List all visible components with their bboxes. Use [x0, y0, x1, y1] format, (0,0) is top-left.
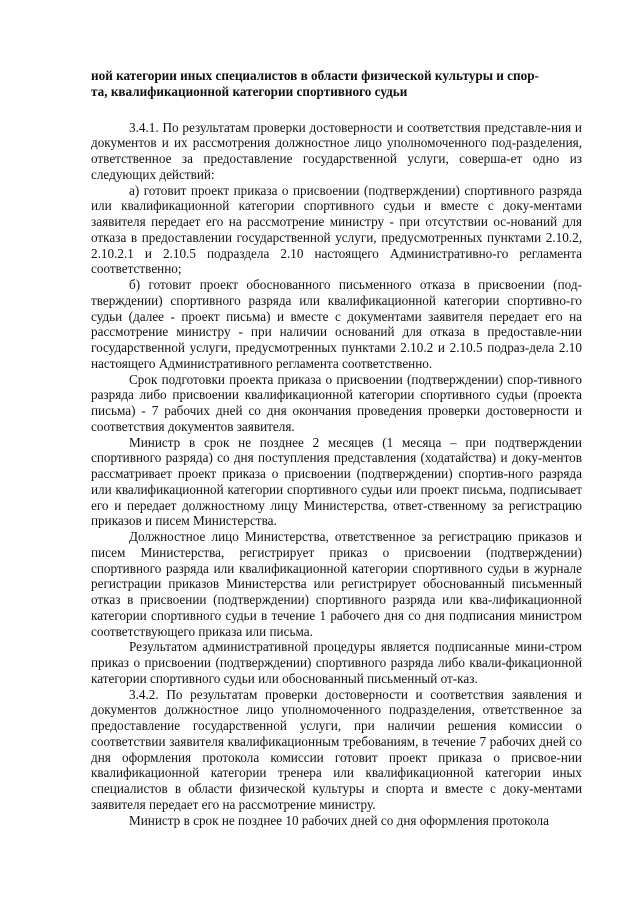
heading-line-1: ной категории иных специалистов в области физической культуры и спор-	[91, 68, 539, 83]
paragraph-registration: Должностное лицо Министерства, ответственное за регистрацию приказов и писем Министерства, регистрирует приказ о присвоении (подтверждении) спортивного разряда или квалификационной категории спортивного судьи в журнале регистрации приказов Министерства или регистрирует обоснованный письменный отказ в присвоении (подтверждении) спортивного разряда или ква-лификационной категории спортивного судьи в течение 1 рабочего дня со дня подписания министром соответствующего приказа или письма.	[91, 529, 582, 639]
paragraph-minister-review: Министр в срок не позднее 2 месяцев (1 месяца – при подтверждении спортивного разряда) со дня поступления представления (ходатайства) и доку-ментов рассматривает проект приказа о присвоении (подтверждении) спортив-ного разряда или квалификационной категории спортивного судьи или проект письма, подписывает его и передает должностному лицу Министерства, ответ-ственному за регистрацию приказов и писем Министерства.	[91, 434, 582, 529]
paragraph-minister-deadline: Министр в срок не позднее 10 рабочих дней со дня оформления протокола	[129, 812, 549, 828]
paragraph-deadline: Срок подготовки проекта приказа о присвоении (подтверждении) спор-тивного разряда либо присвоении квалификационной категории спортивного судьи (проекта письма) - 7 рабочих дней со дня окончания проведения проверки достоверности и соответствия документов заявителя.	[91, 371, 582, 434]
paragraph-item-b: б) готовит проект обоснованного письменного отказа в присвоении (под-тверждении) спортивного разряда или квалификационной категории спортивно-го судьи (далее - проект письма) и вместе с документами заявителя передает его на рассмотрение министру - при наличии оснований для отказа в предоставле-нии государственной услуги, предусмотренных пунктами 2.10.2 и 2.10.5 подраз-дела 2.10 настоящего Административного регламента соответственно.	[91, 277, 582, 371]
paragraph-3-4-2: 3.4.2. По результатам проверки достоверности и соответствия заявления и документов должностное лицо уполномоченного подразделения, ответственное за предоставление государственной услуги, при наличии решения комиссии о соответствии заявителя квалификационным требованиям, в течение 7 рабочих дней со дня оформления протокола комиссии готовит проект приказа о присвое-нии квалификационной категории тренера или квалификационной категории иных специалистов в области физической культуры и спорта и вместе с доку-ментами заявителя передает его на рассмотрение министру.	[91, 686, 582, 812]
section-heading	[91, 68, 582, 100]
body-text	[91, 120, 582, 829]
heading-line-2: та, квалификационной категории спортивного судьи	[91, 83, 408, 99]
paragraph-3-4-1: 3.4.1. По результатам проверки достоверности и соответствия представле-ния и документов и их рассмотрения должностное лицо уполномоченного под-разделения, ответственное за предоставление государственной услуги, соверша-ет одно из следующих действий:	[91, 119, 582, 182]
paragraph-result: Результатом административной процедуры является подписанные мини-стром приказ о присвоении (подтверждении) спортивного разряда либо квали-фикационной категории спортивного судьи или обоснованный письменный от-каз.	[91, 639, 582, 686]
document-page	[91, 68, 582, 828]
paragraph-item-a: а) готовит проект приказа о присвоении (подтверждении) спортивного разряда или квалификационной категории спортивного судьи и вместе с доку-ментами заявителя передает его на рассмотрение министру - при отсутствии ос-нований для отказа в предоставлении государственной услуги, предусмотренных пунктами 2.10.2, 2.10.2.1 и 2.10.5 подраздела 2.10 настоящего Административно-го регламента соответственно;	[91, 182, 582, 277]
